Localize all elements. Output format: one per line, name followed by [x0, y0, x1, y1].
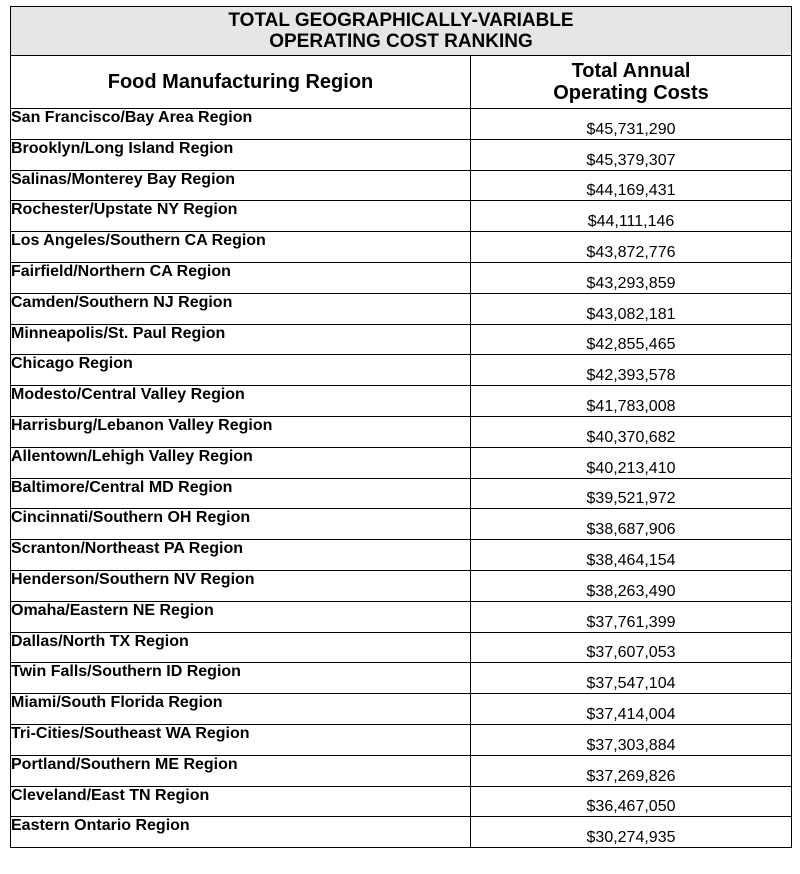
table-row	[11, 786, 792, 817]
table-row	[11, 355, 792, 386]
table-row	[11, 755, 792, 786]
table-row	[11, 632, 792, 663]
operating-cost-cell: $38,464,154	[471, 540, 792, 571]
table-body	[11, 109, 792, 848]
operating-cost-cell: $41,783,008	[471, 386, 792, 417]
title-row	[11, 7, 792, 56]
table-row	[11, 601, 792, 632]
table-row	[11, 478, 792, 509]
region-name-cell: Portland/Southern ME Region	[11, 755, 471, 786]
region-name-cell: Eastern Ontario Region	[11, 817, 471, 848]
region-name-cell: Fairfield/Northern CA Region	[11, 262, 471, 293]
region-name-cell: Chicago Region	[11, 355, 471, 386]
region-name-cell: Scranton/Northeast PA Region	[11, 540, 471, 571]
table-row	[11, 724, 792, 755]
table-row	[11, 540, 792, 571]
region-name-cell: Camden/Southern NJ Region	[11, 293, 471, 324]
region-name-cell: Harrisburg/Lebanon Valley Region	[11, 416, 471, 447]
table-row	[11, 386, 792, 417]
operating-cost-cell: $38,687,906	[471, 509, 792, 540]
column-header-cost-line-1: Total Annual	[571, 60, 691, 82]
header-row	[11, 56, 792, 109]
operating-cost-cell: $44,111,146	[471, 201, 792, 232]
region-name-cell: Baltimore/Central MD Region	[11, 478, 471, 509]
region-name-cell: Omaha/Eastern NE Region	[11, 601, 471, 632]
operating-cost-cell: $36,467,050	[471, 786, 792, 817]
region-name-cell: Cleveland/East TN Region	[11, 786, 471, 817]
region-name-cell: Miami/South Florida Region	[11, 694, 471, 725]
region-name-cell: Twin Falls/Southern ID Region	[11, 663, 471, 694]
table-row	[11, 262, 792, 293]
operating-cost-cell: $37,269,826	[471, 755, 792, 786]
region-name-cell: Brooklyn/Long Island Region	[11, 139, 471, 170]
table-row	[11, 201, 792, 232]
operating-cost-cell: $42,393,578	[471, 355, 792, 386]
operating-cost-cell: $45,379,307	[471, 139, 792, 170]
region-name-cell: Dallas/North TX Region	[11, 632, 471, 663]
column-header-cost-line-2: Operating Costs	[553, 82, 709, 104]
table-row	[11, 817, 792, 848]
table-row	[11, 663, 792, 694]
table-row	[11, 232, 792, 263]
operating-cost-cell: $40,370,682	[471, 416, 792, 447]
region-name-cell: Tri-Cities/Southeast WA Region	[11, 724, 471, 755]
table-row	[11, 447, 792, 478]
operating-cost-cell: $45,731,290	[471, 109, 792, 140]
operating-cost-cell: $37,607,053	[471, 632, 792, 663]
table-row	[11, 416, 792, 447]
table-row	[11, 109, 792, 140]
region-name-cell: Cincinnati/Southern OH Region	[11, 509, 471, 540]
operating-cost-cell: $40,213,410	[471, 447, 792, 478]
operating-cost-cell: $43,872,776	[471, 232, 792, 263]
region-name-cell: Modesto/Central Valley Region	[11, 386, 471, 417]
operating-cost-cell: $38,263,490	[471, 570, 792, 601]
table-row	[11, 170, 792, 201]
region-name-cell: San Francisco/Bay Area Region	[11, 109, 471, 140]
operating-cost-cell: $30,274,935	[471, 817, 792, 848]
region-name-cell: Allentown/Lehigh Valley Region	[11, 447, 471, 478]
operating-cost-cell: $37,414,004	[471, 694, 792, 725]
table-row	[11, 694, 792, 725]
region-name-cell: Henderson/Southern NV Region	[11, 570, 471, 601]
table-row	[11, 293, 792, 324]
operating-cost-cell: $44,169,431	[471, 170, 792, 201]
operating-cost-cell: $37,547,104	[471, 663, 792, 694]
region-name-cell: Los Angeles/Southern CA Region	[11, 232, 471, 263]
region-name-cell: Rochester/Upstate NY Region	[11, 201, 471, 232]
column-header-region-label: Food Manufacturing Region	[107, 71, 374, 93]
column-header-region	[11, 56, 471, 109]
table-row	[11, 509, 792, 540]
region-name-cell: Salinas/Monterey Bay Region	[11, 170, 471, 201]
table-title	[11, 7, 792, 56]
operating-cost-cell: $37,303,884	[471, 724, 792, 755]
table-row	[11, 324, 792, 355]
table-title-line-1: TOTAL GEOGRAPHICALLY-VARIABLE	[228, 10, 574, 31]
region-name-cell: Minneapolis/St. Paul Region	[11, 324, 471, 355]
table-row	[11, 139, 792, 170]
table-row	[11, 570, 792, 601]
column-header-cost	[471, 56, 792, 109]
operating-cost-cell: $39,521,972	[471, 478, 792, 509]
operating-cost-cell: $37,761,399	[471, 601, 792, 632]
operating-cost-cell: $43,293,859	[471, 262, 792, 293]
operating-cost-cell: $43,082,181	[471, 293, 792, 324]
operating-cost-ranking-table	[10, 6, 792, 848]
table-title-line-2: OPERATING COST RANKING	[269, 31, 533, 52]
operating-cost-cell: $42,855,465	[471, 324, 792, 355]
